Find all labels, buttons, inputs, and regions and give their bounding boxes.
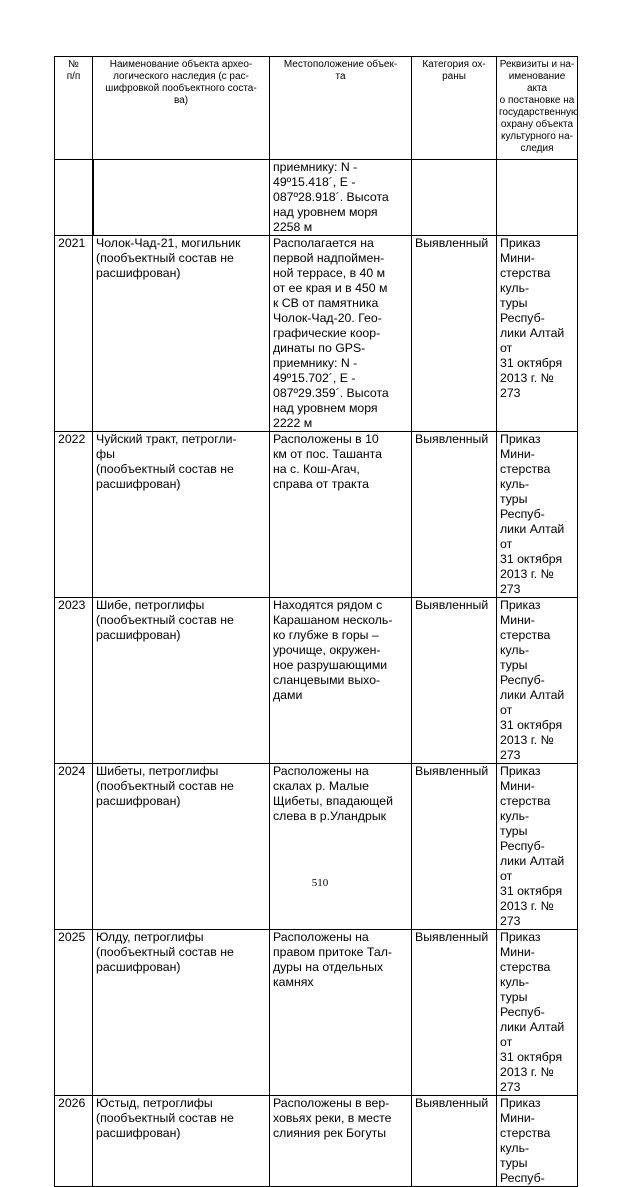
category-cell: Выявленный: [412, 598, 497, 764]
object-name-cell: Чуйский тракт, петрогли- фы (пообъектный состав не расшифрован): [93, 432, 270, 598]
requisites-cell: Приказ Мини- стерства куль- туры Респуб-: [497, 1096, 578, 1187]
object-name-cell: Юстыд, петроглифы (пообъектный состав не расшифрован): [93, 1096, 270, 1187]
continuation-requisites-cell: [497, 160, 578, 236]
continuation-name-cell: [93, 160, 270, 236]
location-cell: Находятся рядом с Карашаном несколь- ко глубже в горы – урочище, окружен- ное разрушающими сланцевыми выхо- дами: [270, 598, 412, 764]
requisites-cell: Приказ Мини- стерства куль- туры Респуб- лики Алтай от 31 октября 2013 г. № 273: [497, 432, 578, 598]
row-number-cell: 2021: [55, 236, 93, 432]
header-object-name: Наименование объекта архео- логического наследия (с рас- шифровкой пообъектного соста- ва): [93, 57, 270, 160]
table-row: [55, 236, 578, 432]
category-cell: Выявленный: [412, 236, 497, 432]
row-number-cell: 2024: [55, 764, 93, 930]
object-name-cell: Шибе, петроглифы (пообъектный состав не расшифрован): [93, 598, 270, 764]
row-number-cell: 2023: [55, 598, 93, 764]
table-header-row: [55, 57, 578, 160]
location-cell: Расположены в 10 км от пос. Ташанта на с. Кош-Агач, справа от тракта: [270, 432, 412, 598]
row-number-cell: 2026: [55, 1096, 93, 1187]
table-row: [55, 598, 578, 764]
category-cell: Выявленный: [412, 764, 497, 930]
location-cell: Расположены на правом притоке Тал- дуры на отдельных камнях: [270, 930, 412, 1096]
continuation-num-cell: [55, 160, 93, 236]
object-name-cell: Юлду, петроглифы (пообъектный состав не расшифрован): [93, 930, 270, 1096]
continuation-category-cell: [412, 160, 497, 236]
table-row: [55, 432, 578, 598]
continuation-location-cell: приемнику: N - 49º15.418´, E - 087º28.918´. Высота над уровнем моря 2258 м: [270, 160, 412, 236]
location-cell: Расположены на скалах р. Малые Щибеты, впадающей слева в р.Уландрык: [270, 764, 412, 930]
category-cell: Выявленный: [412, 1096, 497, 1187]
heritage-registry-table: [54, 56, 578, 1187]
row-number-cell: 2022: [55, 432, 93, 598]
requisites-cell: Приказ Мини- стерства куль- туры Респуб- лики Алтай от 31 октября 2013 г. № 273: [497, 930, 578, 1096]
table-row: [55, 930, 578, 1096]
category-cell: Выявленный: [412, 432, 497, 598]
table-row: [55, 1096, 578, 1187]
object-name-cell: Чолок-Чад-21, могильник (пообъектный состав не расшифрован): [93, 236, 270, 432]
page-number: 510: [311, 877, 329, 889]
object-name-cell: Шибеты, петроглифы (пообъектный состав не расшифрован): [93, 764, 270, 930]
requisites-cell: Приказ Мини- стерства куль- туры Респуб- лики Алтай от 31 октября 2013 г. № 273: [497, 236, 578, 432]
requisites-cell: Приказ Мини- стерства куль- туры Респуб- лики Алтай от 31 октября 2013 г. № 273: [497, 764, 578, 930]
row-number-cell: 2025: [55, 930, 93, 1096]
header-location: Местоположение объек- та: [270, 57, 412, 160]
continuation-row: [55, 160, 578, 236]
requisites-cell: Приказ Мини- стерства куль- туры Респуб- лики Алтай от 31 октября 2013 г. № 273: [497, 598, 578, 764]
category-cell: Выявленный: [412, 930, 497, 1096]
header-requisites: Реквизиты и на- именование акта о постановке на государственную охрану объекта культурного на- следия: [497, 57, 578, 160]
location-cell: Расположены в вер- ховьях реки, в месте слияния рек Богуты: [270, 1096, 412, 1187]
location-cell: Располагается на первой надпоймен- ной террасе, в 40 м от ее края и в 450 м к СВ от памятника Чолок-Чад-20. Гео- графические коор- динаты по GPS- приемнику: N - 49º15.702´, E - 087º29.359´. Высота над уровнем моря 2222 м: [270, 236, 412, 432]
header-category: Категория ох- раны: [412, 57, 497, 160]
header-num: № п/п: [55, 57, 93, 160]
